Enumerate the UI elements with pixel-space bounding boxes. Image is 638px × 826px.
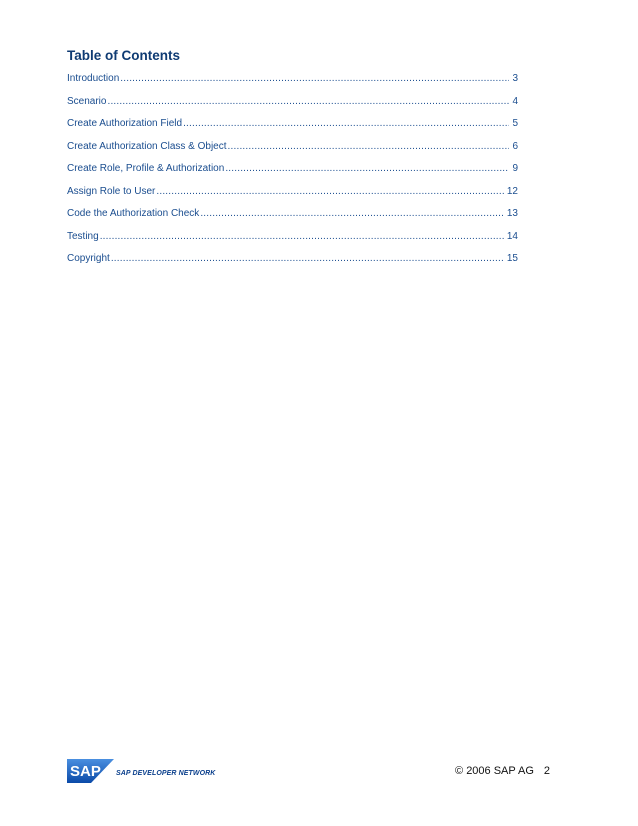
toc-entry-code-the-authorization-check[interactable] bbox=[67, 207, 518, 230]
toc-entry-label: Copyright bbox=[67, 253, 110, 264]
dot-leader bbox=[228, 140, 510, 154]
toc-page-number: 13 bbox=[506, 208, 518, 219]
copyright-text: © 2006 SAP AG bbox=[455, 765, 534, 777]
toc-entry-copyright[interactable] bbox=[67, 252, 518, 275]
toc-entry-assign-role-to-user[interactable] bbox=[67, 185, 518, 208]
toc-entry-label: Create Role, Profile & Authorization bbox=[67, 163, 225, 174]
dot-leader bbox=[100, 230, 504, 244]
dot-leader bbox=[111, 252, 504, 266]
sap-developer-network-logo bbox=[67, 759, 215, 783]
dot-leader bbox=[183, 117, 509, 131]
dot-leader bbox=[225, 162, 509, 176]
sap-logo-icon bbox=[67, 759, 114, 783]
toc-list bbox=[67, 72, 518, 275]
toc-page-number: 9 bbox=[512, 163, 518, 174]
toc-entry-label: Create Authorization Class & Object bbox=[67, 140, 227, 152]
dot-leader bbox=[200, 207, 504, 221]
toc-entry-label: Introduction bbox=[67, 73, 120, 84]
toc-page-number: 3 bbox=[512, 73, 518, 84]
toc-page-number: 5 bbox=[512, 118, 518, 129]
dot-leader bbox=[120, 72, 509, 86]
dot-leader bbox=[107, 95, 509, 109]
toc-entry-label: Code the Authorization Check bbox=[67, 208, 200, 219]
page-footer bbox=[455, 765, 550, 777]
toc-page-number: 12 bbox=[506, 185, 518, 197]
toc-entry-introduction[interactable] bbox=[67, 72, 518, 95]
toc-page-number: 14 bbox=[506, 230, 518, 242]
toc-title: Table of Contents bbox=[67, 48, 180, 63]
network-label: SAP DEVELOPER NETWORK bbox=[116, 769, 216, 777]
toc-entry-label: Assign Role to User bbox=[67, 185, 156, 197]
page-number: 2 bbox=[543, 765, 550, 777]
toc-entry-testing[interactable] bbox=[67, 230, 518, 253]
toc-entry-create-authorization-field[interactable] bbox=[67, 117, 518, 140]
toc-page-number: 4 bbox=[512, 95, 518, 107]
toc-entry-create-authorization-class-object[interactable] bbox=[67, 140, 518, 163]
toc-entry-label: Create Authorization Field bbox=[67, 118, 183, 129]
toc-entry-create-role-profile-authorization[interactable] bbox=[67, 162, 518, 185]
toc-page-number: 6 bbox=[512, 140, 518, 152]
toc-entry-label: Testing bbox=[67, 230, 99, 242]
sap-logo-text: SAP bbox=[70, 763, 101, 780]
toc-entry-scenario[interactable] bbox=[67, 95, 518, 118]
dot-leader bbox=[156, 185, 504, 199]
toc-entry-label: Scenario bbox=[67, 95, 107, 107]
toc-page-number: 15 bbox=[506, 253, 518, 264]
